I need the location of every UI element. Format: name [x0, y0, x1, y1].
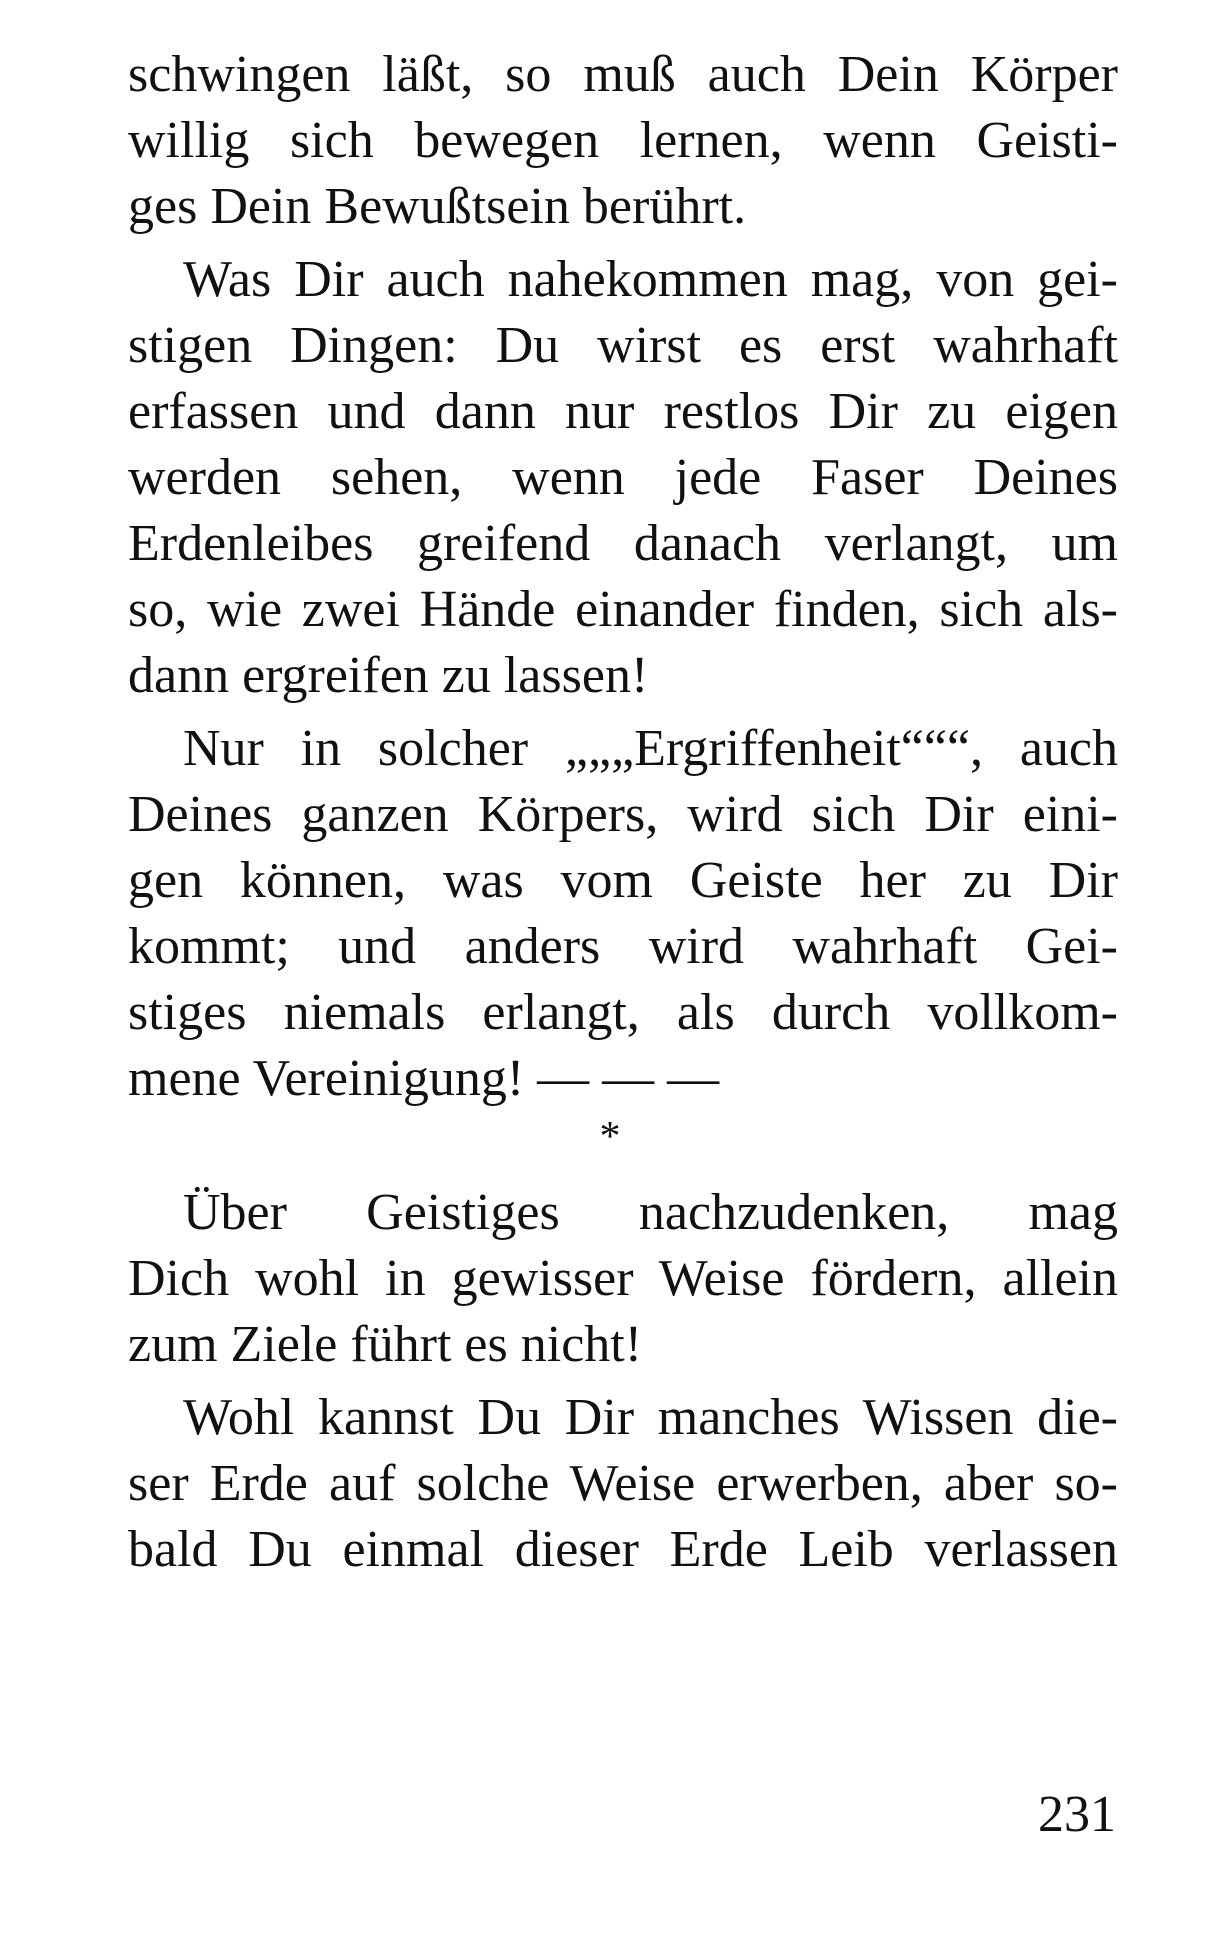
text-line: dann ergreifen zu lassen! — [128, 647, 649, 704]
text-line: ges Dein Bewußtsein berührt. — [128, 178, 747, 235]
text-line: so, wie zwei Hände einander finden, sich als- — [128, 581, 1118, 638]
text-line: mene Vereinigung! — — — — [128, 1050, 720, 1107]
text-line: stigen Dingen: Du wirst es erst wahrhaft — [128, 317, 1118, 374]
text-line: willig sich bewegen lernen, wenn Geisti- — [128, 112, 1118, 169]
text-line: Wohl kannst Du Dir manches Wissen die- — [183, 1389, 1118, 1446]
text-line: erfassen und dann nur restlos Dir zu eigen — [128, 383, 1118, 440]
text-line: Erdenleibes greifend danach verlangt, um — [128, 515, 1118, 572]
text-line: Was Dir auch nahekommen mag, von gei- — [183, 251, 1118, 308]
text-line: schwingen läßt, so muß auch Dein Körper — [128, 46, 1118, 103]
text-line: kommt; und anders wird wahrhaft Gei- — [128, 918, 1118, 975]
text-line: zum Ziele führt es nicht! — [128, 1316, 643, 1373]
text-line: ser Erde auf solche Weise erwerben, aber so- — [128, 1455, 1118, 1512]
text-line: Über Geistiges nachzudenken, mag — [183, 1184, 1118, 1241]
text-line: werden sehen, wenn jede Faser Deines — [128, 449, 1118, 506]
text-line: stiges niemals erlangt, als durch vollkom- — [128, 984, 1118, 1041]
text-line: gen können, was vom Geiste her zu Dir — [128, 852, 1118, 909]
section-separator: * — [599, 1114, 621, 1160]
text-line: Nur in solcher „„„Ergriffenheit“““, auch — [183, 720, 1118, 777]
text-line: bald Du einmal dieser Erde Leib verlassen — [128, 1521, 1118, 1578]
page-number: 231 — [1038, 1786, 1116, 1843]
text-line: Deines ganzen Körpers, wird sich Dir eini- — [128, 786, 1118, 843]
text-line: Dich wohl in gewisser Weise fördern, allein — [128, 1250, 1118, 1307]
